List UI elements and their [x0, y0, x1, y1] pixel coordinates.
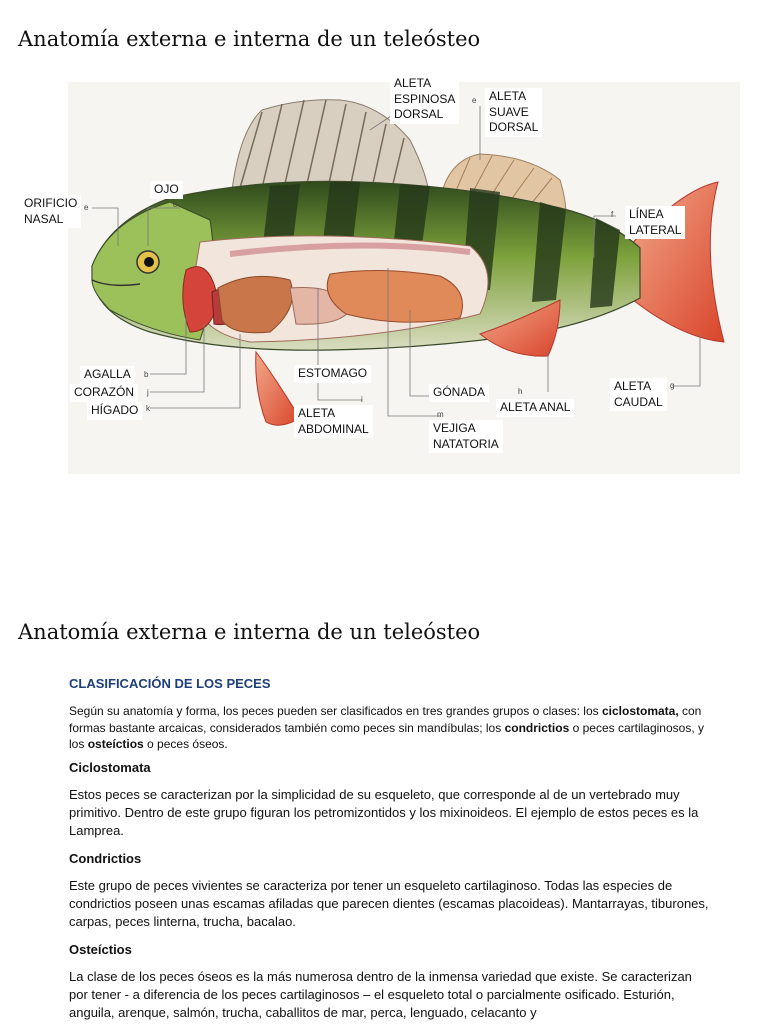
letter-m: m [437, 410, 444, 419]
letter-e-dorsal: e [472, 96, 477, 105]
label-aleta-abdominal: ALETA ABDOMINAL [294, 405, 373, 438]
letter-j: j [147, 388, 149, 397]
label-corazon: CORAZÓN [70, 384, 138, 402]
letter-g: g [670, 381, 675, 390]
heading-ciclostomata: Ciclostomata [69, 760, 151, 775]
label-aleta-suave-dorsal: ALETA SUAVE DORSAL [485, 88, 542, 137]
letter-f: f [611, 210, 614, 219]
gonad [327, 270, 462, 322]
label-orificio-nasal: ORIFICIO NASAL [20, 195, 81, 228]
letter-k: k [146, 404, 150, 413]
label-ojo: OJO [150, 181, 183, 199]
fish-anatomy-figure [0, 70, 768, 480]
letter-e-nasal: e [84, 203, 89, 212]
heading-condrictios: Condrictios [69, 851, 142, 866]
label-vejiga-natatoria: VEJIGA NATATORIA [429, 420, 503, 453]
heading-osteictios: Osteíctios [69, 942, 132, 957]
paragraph-condrictios: Este grupo de peces vivientes se caracteriza por tener un esqueleto cartilaginoso. Todas las especies de condrictios poseen unas escamas afiladas que parecen dientes (escamas placoideas). Mantarrayas, tiburones, carpas, peces linterna, trucha, bacalao. [69, 878, 709, 929]
label-agalla: AGALLA [80, 366, 135, 384]
label-aleta-anal: ALETA ANAL [496, 399, 574, 417]
page-title-repeat: Anatomía externa e interna de un teleósteo [18, 620, 481, 644]
intro-paragraph: Según su anatomía y forma, los peces pueden ser clasificados en tres grandes grupos o clases: los ciclostomata, con formas bastante arcaicas, considerados también como peces sin mandíbulas; los condrictios o peces cartilaginosos, y los osteíctios o peces óseos. [69, 704, 704, 751]
letter-h: h [518, 387, 523, 396]
letter-i: i [361, 395, 363, 404]
label-aleta-espinosa-dorsal: ALETA ESPINOSA DORSAL [390, 75, 459, 124]
label-aleta-caudal: ALETA CAUDAL [610, 378, 667, 411]
section-heading: CLASIFICACIÓN DE LOS PECES [69, 676, 271, 691]
label-higado: HÍGADO [87, 402, 142, 420]
label-gonada: GÓNADA [429, 384, 489, 402]
paragraph-ciclostomata: Estos peces se caracterizan por la simplicidad de su esqueleto, que corresponde al de un vertebrado muy primitivo. Dentro de este grupo figuran los petromizontidos y los mixinoideos. El ejemplo de estos peces es la Lamprea. [69, 787, 699, 838]
letter-b: b [144, 370, 149, 379]
page-title: Anatomía externa e interna de un teleósteo [18, 27, 481, 51]
label-estomago: ESTOMAGO [294, 365, 371, 383]
label-linea-lateral: LÍNEA LATERAL [625, 206, 685, 239]
paragraph-osteictios: La clase de los peces óseos es la más numerosa dentro de la inmensa variedad que existe. Se caracterizan por tener - a diferencia de los peces cartilaginosos – el esqueleto total o parcialmente osificado. Esturión, anguila, arenque, salmón, trucha, caballitos de mar, perca, lenguado, celacanto y [69, 969, 692, 1020]
letter-c: c [173, 200, 177, 209]
